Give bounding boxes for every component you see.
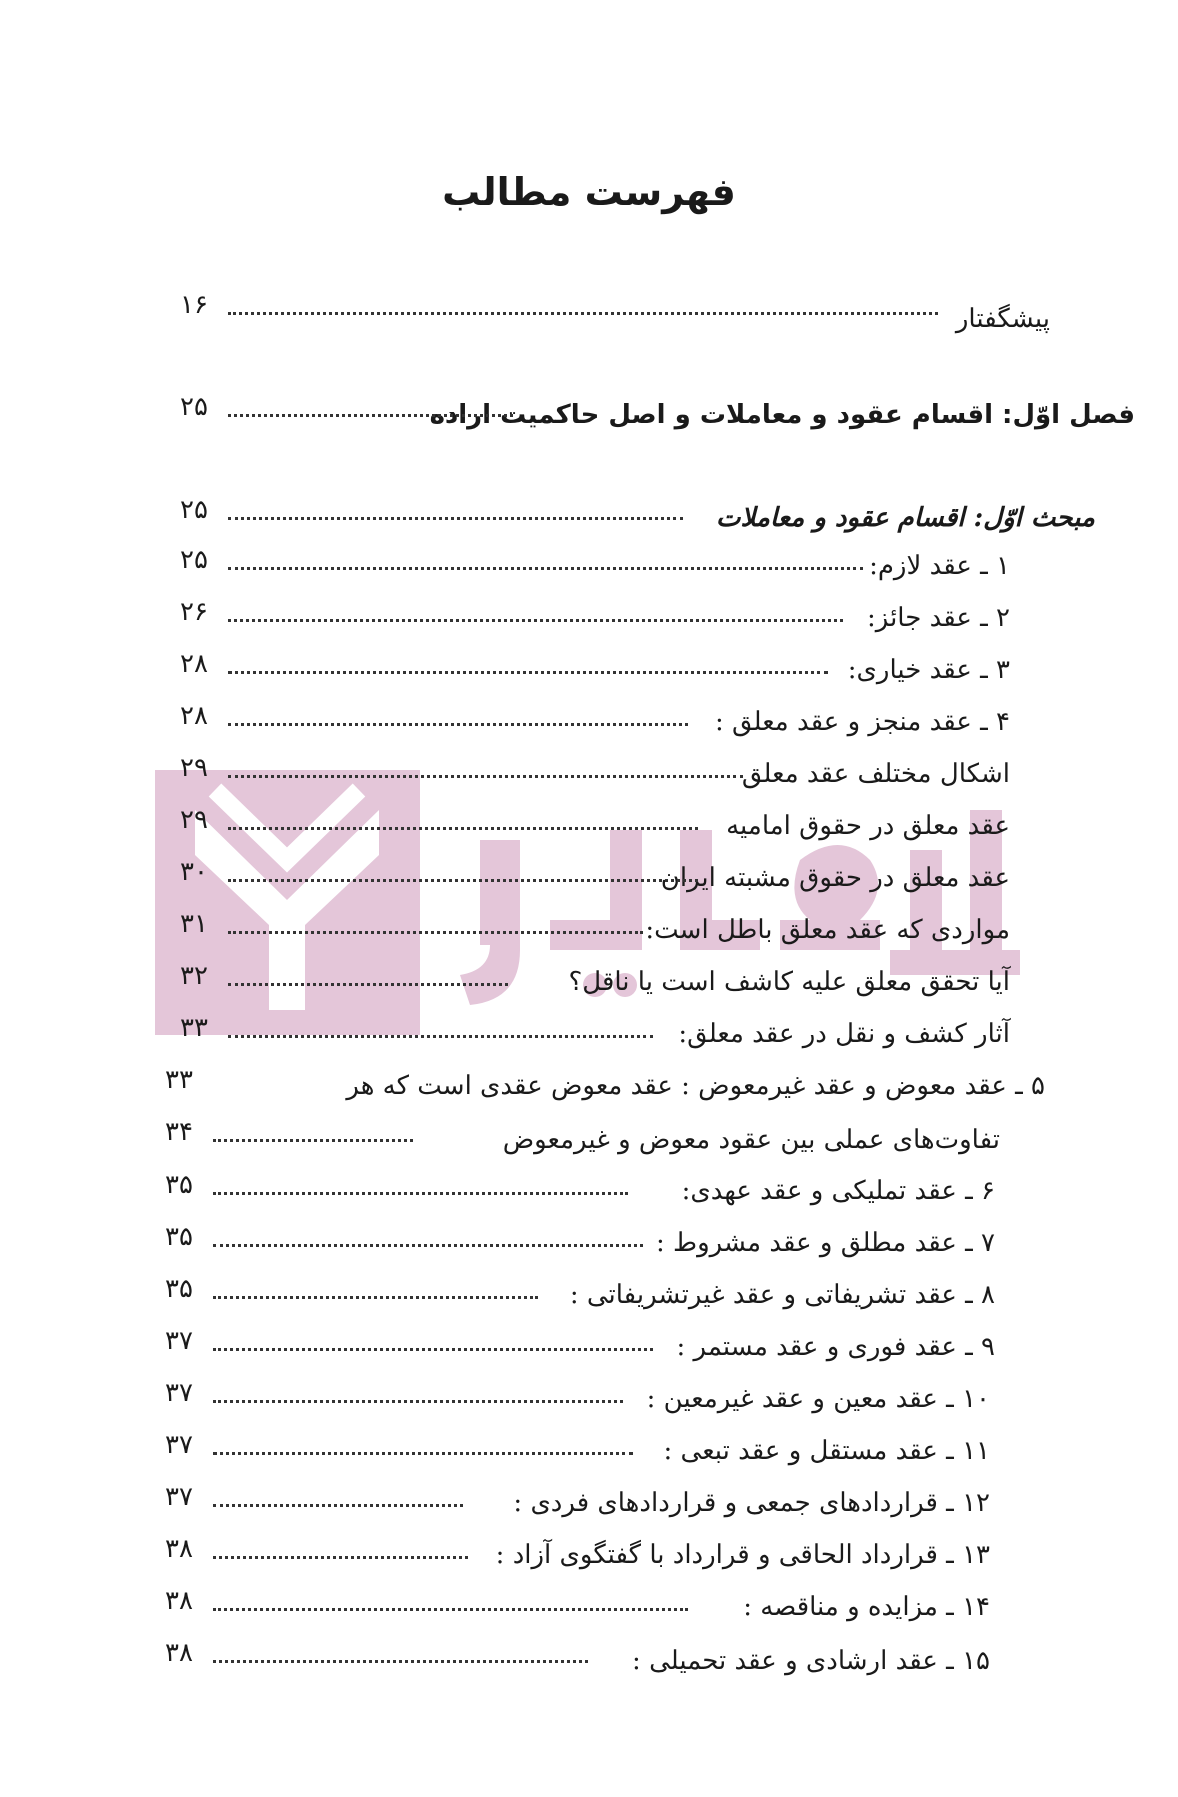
toc-page-number: ۳۸ xyxy=(165,1534,193,1564)
toc-entry-label: ۱۳ ـ قرارداد الحاقی و قرارداد با گفتگوی آزاد : xyxy=(495,1540,990,1570)
toc-leader-dots xyxy=(213,1348,653,1351)
toc-page-number: ۳۷ xyxy=(165,1326,193,1356)
toc-leader-dots xyxy=(213,1400,623,1403)
toc-entry-label: پیشگفتار xyxy=(955,304,1050,334)
toc-page-number: ۳۳ xyxy=(165,1065,193,1095)
toc-entry xyxy=(180,748,1010,788)
toc-leader-dots xyxy=(213,1244,643,1247)
toc-page-number: ۳۲ xyxy=(180,961,208,991)
toc-entry xyxy=(165,1373,990,1413)
toc-leader-dots xyxy=(213,1296,538,1299)
toc-page-number: ۳۴ xyxy=(165,1117,193,1147)
toc-leader-dots xyxy=(228,312,938,315)
toc-leader-dots xyxy=(228,671,828,674)
toc-entry-label: ۱۴ ـ مزایده و مناقصه : xyxy=(743,1592,990,1622)
toc-entry-label: ۱ ـ عقد لازم: xyxy=(869,551,1010,581)
toc-entry xyxy=(165,1477,990,1517)
toc-entry-label: فصل اوّل: اقسام عقود و معاملات و اصل حاکمیت اراده xyxy=(429,400,1135,430)
toc-page-number: ۲۵ xyxy=(180,392,208,422)
toc-entry xyxy=(180,592,1010,632)
toc-leader-dots xyxy=(228,517,683,520)
toc-entry xyxy=(165,1217,995,1257)
toc-entry xyxy=(165,1633,990,1676)
toc-entry-label: ۴ ـ عقد منجز و عقد معلق : xyxy=(714,707,1010,737)
toc-entry-label: عقد معلق در حقوق امامیه xyxy=(726,811,1010,841)
toc-entry-label: عقد معلق در حقوق مشبته ایران xyxy=(660,863,1010,893)
toc-entry xyxy=(180,285,1050,334)
toc-entry-label: مواردی که عقد معلق باطل است: xyxy=(645,915,1010,945)
toc-entry xyxy=(180,644,1010,684)
toc-entry xyxy=(165,1321,995,1361)
toc-entry-label: ۳ ـ عقد خیاری: xyxy=(847,655,1010,685)
toc-entry xyxy=(165,1112,1000,1155)
toc-leader-dots xyxy=(228,414,513,417)
toc-page-number: ۳۵ xyxy=(165,1274,193,1304)
toc-page-number: ۲۵ xyxy=(180,495,208,525)
toc-entry-label: ۱۰ ـ عقد معین و عقد غیرمعین : xyxy=(646,1384,990,1414)
toc-entry xyxy=(165,1529,990,1569)
toc-page-number: ۳۵ xyxy=(165,1222,193,1252)
toc-entry-label: آیا تحقق معلق علیه کاشف است یا ناقل؟ xyxy=(568,967,1010,997)
toc-entry-label: ۱۱ ـ عقد مستقل و عقد تبعی : xyxy=(663,1436,990,1466)
toc-leader-dots xyxy=(228,827,698,830)
toc-entry-label: ۶ ـ عقد تملیکی و عقد عهدی: xyxy=(681,1176,995,1206)
toc-entry-label: ۷ ـ عقد مطلق و عقد مشروط : xyxy=(656,1228,995,1258)
toc-page-number: ۳۷ xyxy=(165,1482,193,1512)
toc-page-number: ۳۳ xyxy=(180,1013,208,1043)
toc-page-number: ۱۶ xyxy=(180,290,208,320)
toc-leader-dots xyxy=(228,879,698,882)
toc-entry xyxy=(180,387,1135,430)
toc-leader-dots xyxy=(228,723,688,726)
toc-leader-dots xyxy=(228,567,863,570)
page-title: فهرست مطالب xyxy=(442,170,736,214)
toc-page-number: ۲۶ xyxy=(180,597,208,627)
toc-entry xyxy=(180,490,1095,533)
toc-page-number: ۳۷ xyxy=(165,1430,193,1460)
toc-page-number: ۳۸ xyxy=(165,1586,193,1616)
toc-entry-label: ۱۵ ـ عقد ارشادی و عقد تحمیلی : xyxy=(632,1646,990,1676)
toc-entry xyxy=(165,1269,995,1309)
toc-entry-label: مبحث اوّل: اقسام عقود و معاملات xyxy=(715,503,1095,533)
toc-entry xyxy=(180,696,1010,736)
toc-entry-label: ۸ ـ عقد تشریفاتی و عقد غیرتشریفاتی : xyxy=(569,1280,995,1310)
toc-page-number: ۳۸ xyxy=(165,1638,193,1668)
toc-entry xyxy=(180,904,1010,944)
toc-entry xyxy=(165,1165,995,1205)
toc-entry xyxy=(180,852,1010,892)
toc-page-number: ۲۹ xyxy=(180,805,208,835)
toc-page-number: ۳۰ xyxy=(180,857,208,887)
toc-leader-dots xyxy=(228,1035,653,1038)
toc-entry-label: ۵ ـ عقد معوض و عقد غیرمعوض : عقد معوض عقدی است که هر xyxy=(346,1071,1045,1101)
toc-page-number: ۳۷ xyxy=(165,1378,193,1408)
toc-leader-dots xyxy=(228,983,508,986)
toc-page-number: ۲۸ xyxy=(180,649,208,679)
toc-entry-label: ۹ ـ عقد فوری و عقد مستمر : xyxy=(676,1332,995,1362)
toc-leader-dots xyxy=(213,1452,633,1455)
toc-entry xyxy=(180,800,1010,840)
toc-leader-dots xyxy=(213,1660,588,1663)
toc-page-number: ۳۱ xyxy=(180,909,208,939)
toc-entry xyxy=(165,1060,1045,1100)
toc-leader-dots xyxy=(213,1608,688,1611)
toc-entry xyxy=(165,1581,990,1621)
toc-entry xyxy=(180,956,1010,996)
toc-page-number: ۲۹ xyxy=(180,753,208,783)
toc-page-number: ۲۸ xyxy=(180,701,208,731)
toc-entry-label: ۲ ـ عقد جائز: xyxy=(866,603,1010,633)
toc-leader-dots xyxy=(213,1504,463,1507)
toc-leader-dots xyxy=(213,1139,413,1142)
toc-page-number: ۲۵ xyxy=(180,545,208,575)
toc-leader-dots xyxy=(213,1556,468,1559)
toc-entry-label: آثار کشف و نقل در عقد معلق: xyxy=(678,1019,1010,1049)
toc-leader-dots xyxy=(228,619,843,622)
toc-entry xyxy=(180,540,1010,580)
toc-entry xyxy=(165,1425,990,1465)
toc-entry xyxy=(180,1008,1010,1048)
toc-leader-dots xyxy=(213,1192,628,1195)
toc-leader-dots xyxy=(228,931,643,934)
toc-leader-dots xyxy=(228,775,743,778)
toc-entry-label: تفاوت‌های عملی بین عقود معوض و غیرمعوض xyxy=(502,1125,1000,1155)
toc-page-number: ۳۵ xyxy=(165,1170,193,1200)
toc-entry-label: ۱۲ ـ قراردادهای جمعی و قراردادهای فردی : xyxy=(513,1488,990,1518)
toc-entry-label: اشکال مختلف عقد معلق xyxy=(741,759,1010,789)
